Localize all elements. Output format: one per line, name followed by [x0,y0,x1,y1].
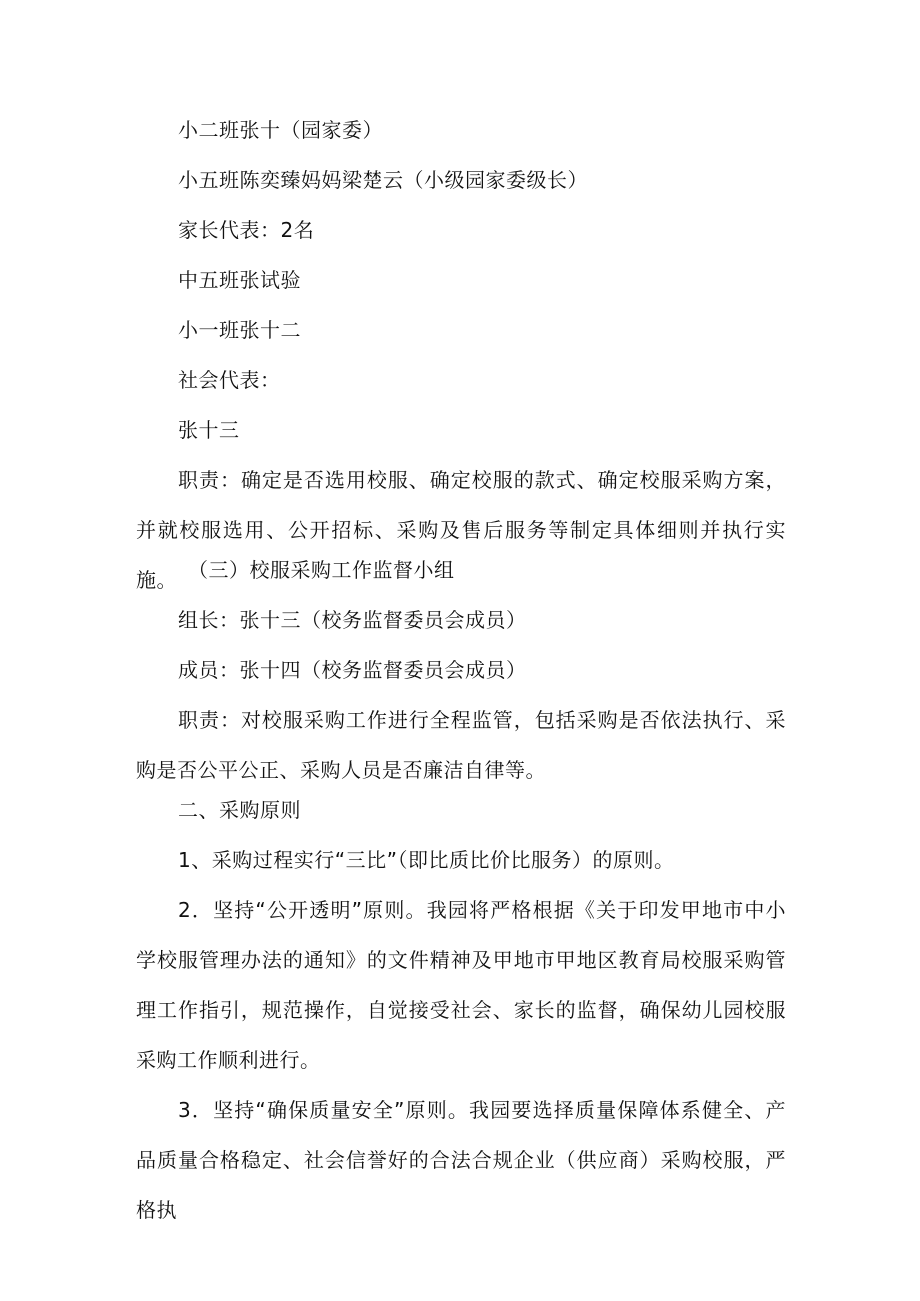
principle-1: 1、采购过程实行“三比”（即比质比价比服务）的原则。 [178,848,675,872]
member-line-3: 中五班张试验 [178,268,301,292]
leader-line: 组长：张十三（校务监督委员会成员） [178,608,527,632]
member-line-1: 小二班张十（园家委） [178,118,383,142]
parent-rep-heading: 家长代表：2名 [178,218,315,242]
principle-3: 3．坚持“确保质量安全”原则。我园要选择质量保障体系健全、产品质量合格稳定、社会信誉好的合法合规企业（供应商）采购校服，严格执 [136,1098,786,1222]
duties-paragraph-2: 职责：对校服采购工作进行全程监管，包括采购是否依法执行、采购是否公平公正、采购人员是否廉洁自律等。 [136,708,786,782]
social-rep-heading: 社会代表： [178,368,281,392]
member-line-4: 小一班张十二 [178,318,301,342]
duties-paragraph-1: 职责：确定是否选用校服、确定校服的款式、确定校服采购方案，并就校服选用、公开招标、采购及售后服务等制定具体细则并执行实施。 [136,468,786,592]
member-line-5: 张十三 [178,418,240,442]
principle-2: 2．坚持“公开透明”原则。我园将严格根据《关于印发甲地市中小学校服管理办法的通知》的文件精神及甲地市甲地区教育局校服采购管理工作指引，规范操作，自觉接受社会、家长的监督，确保幼儿园校服采购工作顺利进行。 [136,898,786,1072]
member-line-6: 成员：张十四（校务监督委员会成员） [178,658,527,682]
section-heading-supervision: （三）校服采购工作监督小组 [188,558,455,582]
member-line-2: 小五班陈奕臻妈妈梁楚云（小级园家委级长） [178,168,588,192]
section-heading-principles: 二、采购原则 [178,798,301,822]
